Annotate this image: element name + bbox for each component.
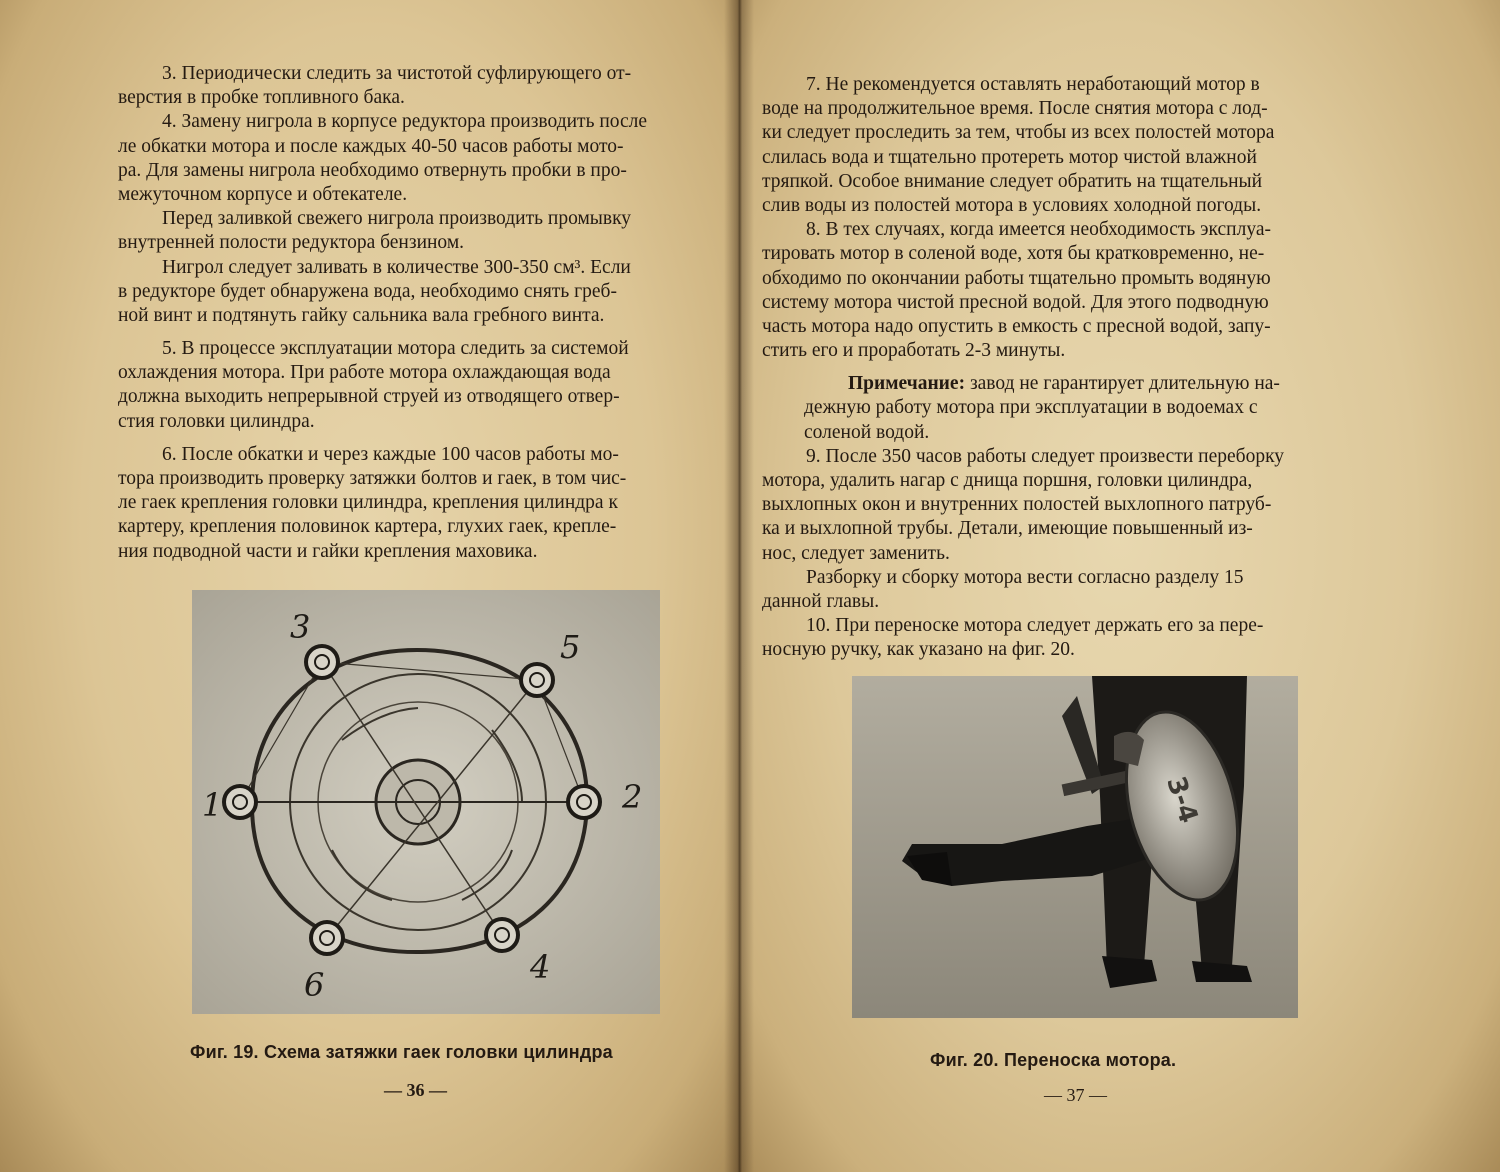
text-line: часть мотора надо опустить в емкость с пресной водой, запу-	[762, 315, 1271, 337]
text-line: 8. В тех случаях, когда имеется необходимость эксплуа-	[806, 219, 1271, 241]
note-line: соленой водой.	[804, 421, 930, 443]
text-line: нос, следует заменить.	[762, 542, 950, 564]
text-line: Нигрол следует заливать в количестве 300-350 см³. Если	[162, 256, 631, 278]
page-number-left: — 36 —	[384, 1080, 447, 1100]
text-line: 9. После 350 часов работы следует произвести переборку	[806, 445, 1285, 467]
note-line: Примечание: завод не гарантирует длительную на-	[848, 373, 1280, 395]
left-page-text	[118, 62, 738, 564]
text-line: носную ручку, как указано на фиг. 20.	[762, 639, 1075, 661]
figure-20-caption: Фиг. 20. Переноска мотора.	[930, 1050, 1177, 1070]
motor-carry-photo	[852, 676, 1298, 1018]
text-line: тора производить проверку затяжки болтов и гаек, в том чис-	[118, 468, 627, 489]
cylinder-head-diagram	[192, 590, 660, 1014]
text-line: ле обкатки мотора и после каждых 40-50 часов работы мото-	[118, 135, 624, 157]
text-line: 5. В процессе эксплуатации мотора следить за системой	[162, 338, 629, 360]
text-line: выхлопных окон и внутренних полостей выхлопного патруб-	[762, 494, 1272, 516]
figure-20-photo	[852, 676, 1298, 1018]
text-line: внутренней полости редуктора бензином.	[118, 232, 465, 254]
text-line: должна выходить непрерывной струей из отводящего отвер-	[118, 386, 620, 408]
text-line: ки следует проследить за тем, чтобы из всех полостей мотора	[762, 122, 1275, 144]
note-line: дежную работу мотора при эксплуатации в водоемах с	[804, 397, 1258, 419]
bolt-label-6: 6	[304, 966, 325, 1004]
text-line: картеру, крепления половинок картера, глухих гаек, крепле-	[118, 516, 617, 538]
bolt-label-5: 5	[560, 628, 581, 666]
text-line: верстия в пробке топливного бака.	[118, 87, 405, 109]
text-line: 4. Замену нигрола в корпусе редуктора производить после	[162, 111, 648, 133]
text-line: мотора, удалить нагар с днища поршня, головки цилиндра,	[762, 470, 1253, 491]
text-line: Перед заливкой свежего нигрола производить промывку	[162, 208, 632, 230]
text-line: тировать мотор в соленой воде, хотя бы кратковременно, не-	[762, 243, 1265, 265]
text-line: ния подводной части и гайки крепления маховика.	[118, 540, 538, 562]
text-line: 3. Периодически следить за чистотой суфлирующего от-	[162, 63, 632, 84]
text-line: в редукторе будет обнаружена вода, необходимо снять греб-	[118, 280, 617, 302]
text-line: Разборку и сборку мотора вести согласно разделу 15	[806, 566, 1244, 588]
bolt-label-2: 2	[622, 778, 643, 816]
text-line: 7. Не рекомендуется оставлять неработающий мотор в	[806, 74, 1260, 95]
note-label: Примечание:	[848, 373, 966, 395]
text-line: ра. Для замены нигрола необходимо отвернуть пробки в про-	[118, 159, 627, 181]
figure-19-diagram	[192, 590, 660, 1014]
bolt-label-1: 1	[202, 786, 223, 824]
right-page-text	[762, 73, 1394, 663]
tank-marking: 3-4	[1160, 772, 1204, 827]
text-line: 10. При переноске мотора следует держать его за пере-	[806, 615, 1264, 637]
text-line: стия головки цилиндра.	[118, 410, 315, 432]
text-line: обходимо по окончании работы тщательно промыть водяную	[762, 267, 1271, 289]
bolt-label-4: 4	[530, 948, 551, 986]
left-page	[0, 0, 738, 1172]
text-line: слилась вода и тщательно протереть мотор чистой влажной	[762, 146, 1257, 168]
text-line: стить его и проработать 2-3 минуты.	[762, 340, 1066, 362]
text-line: ной винт и подтянуть гайку сальника вала гребного винта.	[118, 304, 605, 326]
text-line: тряпкой. Особое внимание следует обратить на тщательный	[762, 170, 1263, 192]
text-line: межуточном корпусе и обтекателе.	[118, 183, 408, 205]
bolt-label-3: 3	[290, 608, 311, 646]
text-line: 6. После обкатки и через каждые 100 часов работы мо-	[162, 443, 619, 465]
figure-19-caption: Фиг. 19. Схема затяжки гаек головки цилиндра	[190, 1042, 613, 1062]
text-line: ле гаек крепления головки цилиндра, крепления цилиндра к	[118, 492, 618, 514]
text-line: охлаждения мотора. При работе мотора охлаждающая вода	[118, 362, 611, 384]
page-number-right: — 37 —	[1044, 1085, 1107, 1105]
text-line: данной главы.	[762, 590, 880, 612]
text-line: ка и выхлопной трубы. Детали, имеющие повышенный из-	[762, 518, 1253, 540]
text-line: воде на продолжительное время. После снятия мотора с лод-	[762, 98, 1268, 120]
text-line: слив воды из полостей мотора в условиях холодной погоды.	[762, 194, 1262, 216]
text-line: систему мотора чистой пресной водой. Для этого подводную	[762, 291, 1269, 313]
